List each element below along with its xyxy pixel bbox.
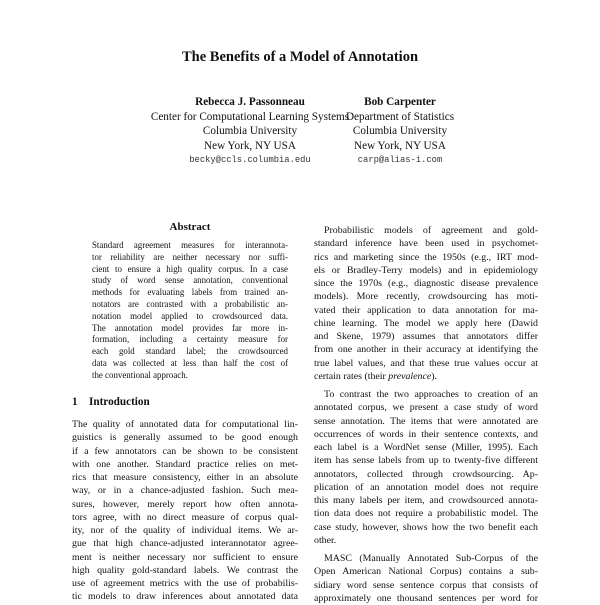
abstract-line: The annotation model provides far more in- [92, 322, 288, 333]
body-line: approximately one thousand sentences per word for [314, 592, 538, 604]
author-email: becky@ccls.columbia.edu [189, 155, 311, 166]
body-line: sense annotation. The items that were annotated are [314, 415, 538, 427]
body-line: true label values, and that these true values occur at [314, 357, 538, 369]
body-line: To contrast the two approaches to creation of an [324, 389, 538, 400]
body-line: models). More recently, crowdsourcing has moti- [314, 291, 538, 303]
body-line: annotators, collected through crowdsourcing. Ap- [314, 468, 538, 480]
body-line: since the 1970s (e.g., diagnostic disease prevalence [314, 278, 538, 289]
body-line: guistics is generally assumed to be good enough [72, 432, 298, 444]
body-line: way, or in a chance-adjusted fashion. Such mea- [72, 485, 298, 497]
body-line: sidiary word sense sentence corpus that consists of [314, 579, 538, 591]
body-line: rics that measure consistency, either in an absolute [72, 472, 298, 483]
text-run: ). [431, 370, 438, 382]
body-line: gue that high chance-adjusted interannotator agree- [72, 538, 298, 550]
body-line: other. [314, 534, 337, 546]
right-column-body [314, 224, 538, 605]
abstract-line: the conventional approach. [92, 369, 188, 380]
abstract-line: data was collected at less than half the cost of [92, 357, 288, 368]
author-affiliation: Department of Statistics [345, 110, 455, 123]
body-line: sures, however, merely report how often annota- [72, 498, 298, 510]
author-name: Rebecca J. Passonneau [195, 96, 305, 108]
body-line: els or Bradley-Terry models) and in epidemiology [314, 264, 538, 276]
body-line: high quality gold-standard labels. We contrast the [72, 564, 298, 576]
introduction-body [72, 418, 298, 604]
body-line: Probabilistic models of agreement and gold- [324, 225, 538, 236]
section-number: 1 [72, 396, 78, 408]
body-line: with one another. Standard practice relies on met- [72, 458, 298, 470]
abstract-body [92, 240, 288, 382]
body-line: tion data does not require a probabilistic model. The [314, 508, 538, 520]
body-line: from one another in their accuracy at identifying the [314, 344, 538, 356]
abstract-line: Standard agreement measures for interannota- [92, 240, 288, 250]
body-line: item has sense labels from up to twenty-five different [314, 455, 538, 467]
body-line: and Skene, 1979) assumes that annotators differ [314, 331, 538, 342]
body-line [314, 370, 538, 383]
body-line: Open American National Corpus) contains a sub- [314, 566, 538, 578]
abstract-line: formation, including a certainty measure for [92, 334, 288, 345]
author-location: New York, NY USA [204, 139, 296, 152]
abstract-line: study of word sense annotation, conventional [92, 275, 288, 286]
author-location: New York, NY USA [354, 139, 446, 152]
italic-term-prevalence: prevalence [388, 370, 432, 382]
author-email: carp@alias-i.com [357, 155, 443, 166]
author-name: Bob Carpenter [364, 96, 436, 108]
section-title: Introduction [89, 396, 150, 408]
section-heading-introduction [72, 396, 150, 408]
body-line: standard inference have been used in psychomet- [314, 238, 538, 250]
body-line: case study, however, shows how the two benefit each [314, 521, 538, 533]
abstract-line: cient to ensure a high quality corpus. In a case [92, 263, 288, 274]
body-line: annotated corpus, we present a case study of word [314, 402, 538, 414]
body-line: rics and marketing since the 1950s (e.g., IRT mod- [314, 251, 538, 263]
body-line: MASC (Manually Annotated Sub-Corpus of the [324, 553, 538, 564]
body-line: plication of an annotation model does not require [314, 481, 538, 493]
abstract-line: notators are contrasted with a probabilistic an- [92, 298, 288, 309]
body-line: ity, nor of the quality of individual items. We ar- [72, 525, 298, 536]
body-line: chine learning. The model we apply here (Dawid [314, 317, 538, 329]
body-line: ment is neither necessary nor sufficient to ensure [72, 551, 298, 563]
body-line: this many labels per item, and crowdsourced annota- [314, 495, 538, 506]
body-line: tors agree, with no direct measure of corpus qual- [72, 511, 298, 523]
body-line: The quality of annotated data for computational lin- [72, 419, 298, 430]
author-affiliation: Center for Computational Learning Systems [150, 110, 350, 123]
body-line: occurrences of words in their sentence contexts, and [314, 428, 538, 440]
text-run: certain rates (their [314, 370, 389, 382]
author-institution: Columbia University [352, 125, 448, 138]
body-line: tic models to draw inferences about annotated data [72, 591, 298, 603]
abstract-line: each gold standard label; the crowdsourced [92, 346, 288, 357]
abstract-line: methods for evaluating labels from trained an- [92, 287, 288, 298]
author-institution: Columbia University [202, 125, 298, 138]
author-block-carpenter [300, 95, 500, 168]
body-line: each label is a WordNet sense (Miller, 1995). Each [314, 442, 538, 453]
body-line: if a few annotators can be shown to be consistent [72, 445, 298, 457]
abstract-heading: Abstract [169, 221, 211, 233]
abstract-line: notation model applied to crowdsourced data. [92, 310, 288, 321]
paper-title: The Benefits of a Model of Annotation [181, 49, 419, 65]
abstract-line: tor reliability are neither necessary nor suffi- [92, 251, 288, 262]
body-line: vated their application to data annotation for ma- [314, 304, 538, 316]
body-line: use of agreement metrics with the use of probabilis- [72, 578, 298, 589]
